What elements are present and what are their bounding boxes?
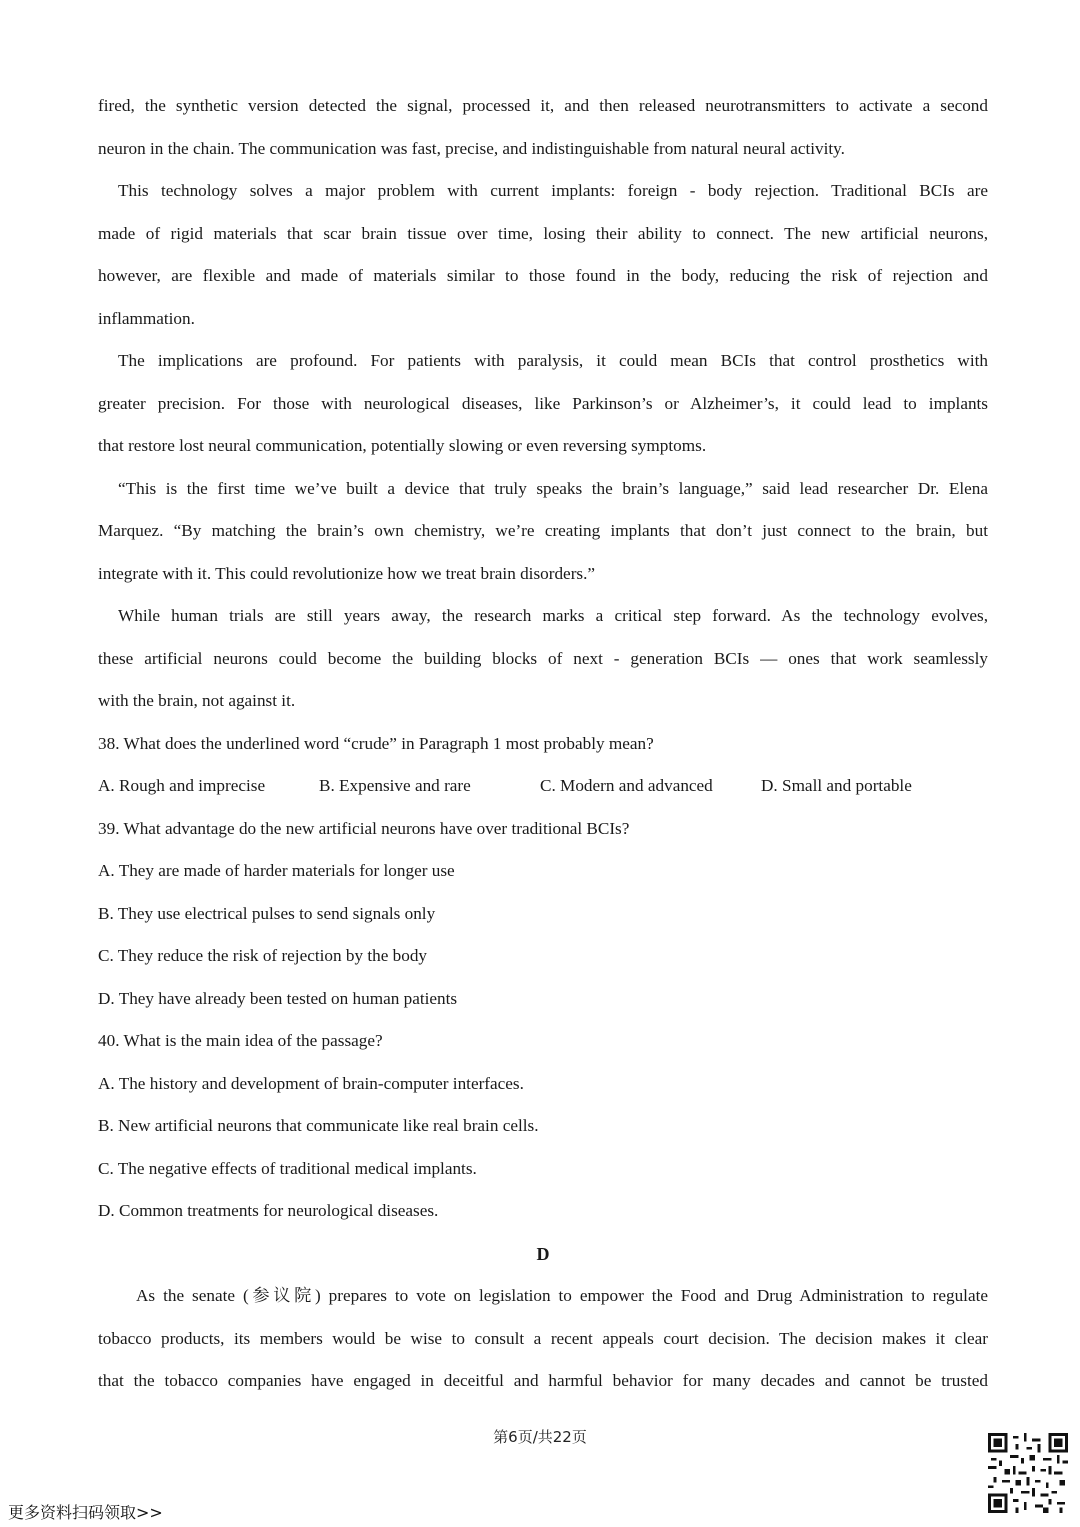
paragraph-line: with the brain, not against it.: [98, 691, 296, 710]
paragraph-line: these artificial neurons could become the building blocks of next - generation BCIs — ones that work seamlessly: [98, 648, 988, 668]
option-d: D. Common treatments for neurological diseases.: [98, 1201, 439, 1220]
option-a: A. They are made of harder materials for longer use: [98, 861, 455, 880]
paragraph-line: neuron in the chain. The communication was fast, precise, and indistinguishable from natural neural activity.: [98, 138, 845, 158]
paragraph-line: however, are flexible and made of materials similar to those found in the body, reducing the risk of rejection and: [98, 266, 988, 285]
option-b: B. New artificial neurons that communicate like real brain cells.: [98, 1116, 539, 1135]
question-stem-38: 38. What does the underlined word “crude” in Paragraph 1 most probably mean?: [98, 733, 654, 753]
paragraph-line: that restore lost neural communication, potentially slowing or even reversing symptoms.: [98, 436, 707, 455]
option-d: D. They have already been tested on human patients: [98, 988, 458, 1008]
paragraph-line: made of rigid materials that scar brain tissue over time, losing their ability to connect. The new artificial neurons,: [98, 223, 988, 243]
option-b: B. Expensive and rare: [319, 776, 471, 795]
option-c: C. Modern and advanced: [540, 776, 713, 795]
paragraph-line: inflammation.: [98, 308, 195, 328]
paragraph-line: greater precision. For those with neurological diseases, like Parkinson’s or Alzheimer’s, it could lead to implants: [98, 393, 988, 413]
option-d: D. Small and portable: [761, 776, 912, 795]
option-c: C. They reduce the risk of rejection by the body: [98, 946, 428, 965]
paragraph-line: that the tobacco companies have engaged in deceitful and harmful behavior for many decades and cannot be trusted: [98, 1371, 988, 1390]
option-c: C. The negative effects of traditional medical implants.: [98, 1158, 477, 1178]
more-materials-link[interactable]: 更多资料扫码领取>>: [8, 1503, 163, 1522]
section-heading: D: [536, 1243, 550, 1264]
qr-code-icon[interactable]: [988, 1433, 1068, 1513]
page-number: 第6页/共22页: [493, 1428, 587, 1446]
paragraph-line: integrate with it. This could revolutionize how we treat brain disorders.”: [98, 563, 596, 583]
question-options-38: [98, 765, 988, 808]
paragraph-line: “This is the first time we’ve built a device that truly speaks the brain’s language,” said lead researcher Dr. Elena: [118, 478, 988, 498]
paragraph-line: Marquez. “By matching the brain’s own chemistry, we’re creating implants that don’t just connect to the brain, but: [98, 521, 988, 540]
paragraph-line: This technology solves a major problem with current implants: foreign - body rejection. Traditional BCIs are: [118, 181, 988, 200]
paragraph-line: tobacco products, its members would be wise to consult a recent appeals court decision. The decision makes it clear: [98, 1328, 988, 1348]
paragraph-line: While human trials are still years away, the research marks a critical step forward. As the technology evolves,: [118, 606, 988, 625]
paragraph-line: As the senate (参议院) prepares to vote on legislation to empower the Food and Drug Administration to regulate: [136, 1286, 988, 1305]
option-a: A. The history and development of brain-computer interfaces.: [98, 1073, 524, 1093]
paragraph-line: fired, the synthetic version detected the signal, processed it, and then released neurotransmitters to activate a second: [98, 96, 988, 115]
option-b: B. They use electrical pulses to send signals only: [98, 903, 436, 923]
paragraph-line: The implications are profound. For patients with paralysis, it could mean BCIs that control prosthetics with: [118, 351, 988, 370]
question-stem-40: 40. What is the main idea of the passage?: [98, 1031, 383, 1050]
document-page: [98, 85, 988, 1403]
question-stem-39: 39. What advantage do the new artificial neurons have over traditional BCIs?: [98, 818, 630, 838]
option-a: A. Rough and imprecise: [98, 776, 266, 795]
